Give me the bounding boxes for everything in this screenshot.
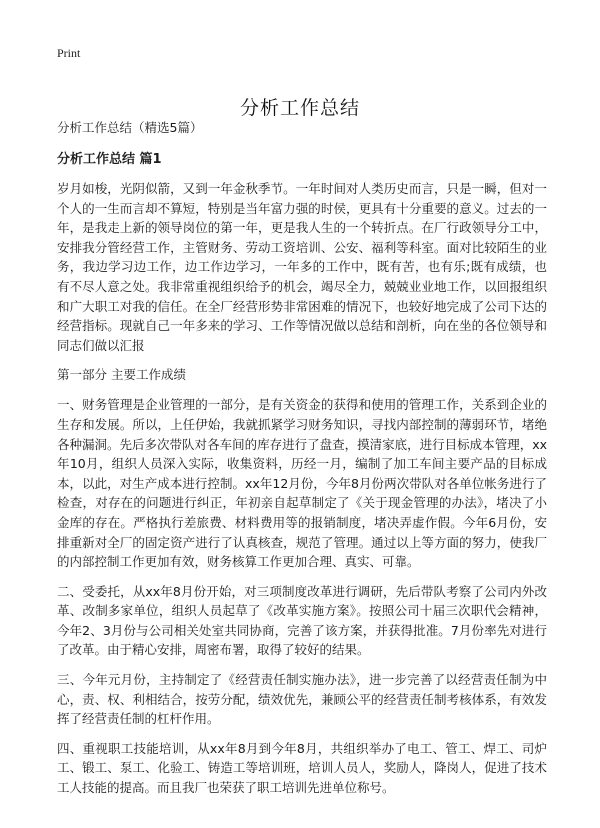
page-title: 分析工作总结 (239, 96, 360, 119)
section-heading: 分析工作总结 篇1 (57, 152, 162, 167)
print-link[interactable]: Print (57, 46, 81, 60)
article-body (57, 118, 547, 808)
article-subtitle: 分析工作总结（精选5篇） (57, 120, 203, 135)
paragraph-item-one: 一、财务管理是企业管理的一部分，是有关资金的获得和使用的管理工作，关系到企业的生存和发展。所以，上任伊始，我就抓紧学习财务知识，寻找内部控制的薄弱环节，堵绝各种漏洞。先后多次带队对各车间的库存进行了盘查，摸清家底，进行目标成本管理，xx年10月，组织人员深入实际，收集资料，历经一月，编制了加工车间主要产品的目标成本，以此，对生产成本进行控制。xx年12月份，今年8月份两次带队对各单位帐务进行了检查，对存在的问题进行纠正，年初亲自起草制定了《关于现金管理的办法》，堵决了小金库的存在。严格执行差旅费、材料费用等的报销制度，堵决弄虚作假。今年6月份，安排重新对全厂的固定资产进行了认真核查，规范了管理。通过以上等方面的努力，使我厂的内部控制工作更加有效，财务核算工作更加合理、真实、可靠。 (57, 397, 547, 570)
intro-paragraph: 岁月如梭，光阴似箭，又到一年金秋季节。一年时间对人类历史而言，只是一瞬，但对一个人的一生而言却不算短，特别是当年富力强的时侯，更具有十分重要的意义。过去的一年，是我走上新的领导岗位的第一年，更是我人生的一个转折点。在厂行政领导分工中，安排我分管经营工作，主管财务、劳动工资培训、公安、福利等科室。面对比较陌生的业务，我边学习边工作，边工作边学习，一年多的工作中，既有苦，也有乐;既有成绩，也有不尽人意之处。我非常重视组织给予的机会，竭尽全力，兢兢业业地工作，以回报组织和广大职工对我的信任。在全厂经营形势非常困难的情况下，也较好地完成了公司下达的经营指标。现就自己一年多来的学习、工作等情况做以总结和剖析，向在坐的各位领导和同志们做以汇报 (57, 181, 547, 353)
paragraph-item-three: 三、今年元月份，主持制定了《经营责任制实施办法》，进一步完善了以经营责任制为中心，责、权、利相结合，按劳分配，绩效优先，兼顾公平的经营责任制考核体系，有效发挥了经营责任制的杠杆作用。 (57, 672, 547, 727)
paragraph-item-four: 四、重视职工技能培训，从xx年8月到今年8月，共组织举办了电工、管工、焊工、司炉工、锻工、泵工、化验工、铸造工等培训班，培训人员人，奖励人，降岗人，促进了技术工人技能的提高。而且我厂也荣获了职工培训先进单位称号。 (57, 740, 547, 796)
part-one-heading: 第一部分 主要工作成绩 (57, 367, 186, 383)
paragraph-item-two: 二、受委托，从xx年8月份开始，对三项制度改革进行调研，先后带队考察了公司内外改革、改制多家单位，组织人员起草了《改革实施方案》。按照公司十届三次职代会精神，今年2、3月份与公司相关处室共同协商，完善了该方案，并获得批准。7月份率先对进行了改革。由于精心安排，周密布署，取得了较好的结果。 (57, 583, 547, 658)
